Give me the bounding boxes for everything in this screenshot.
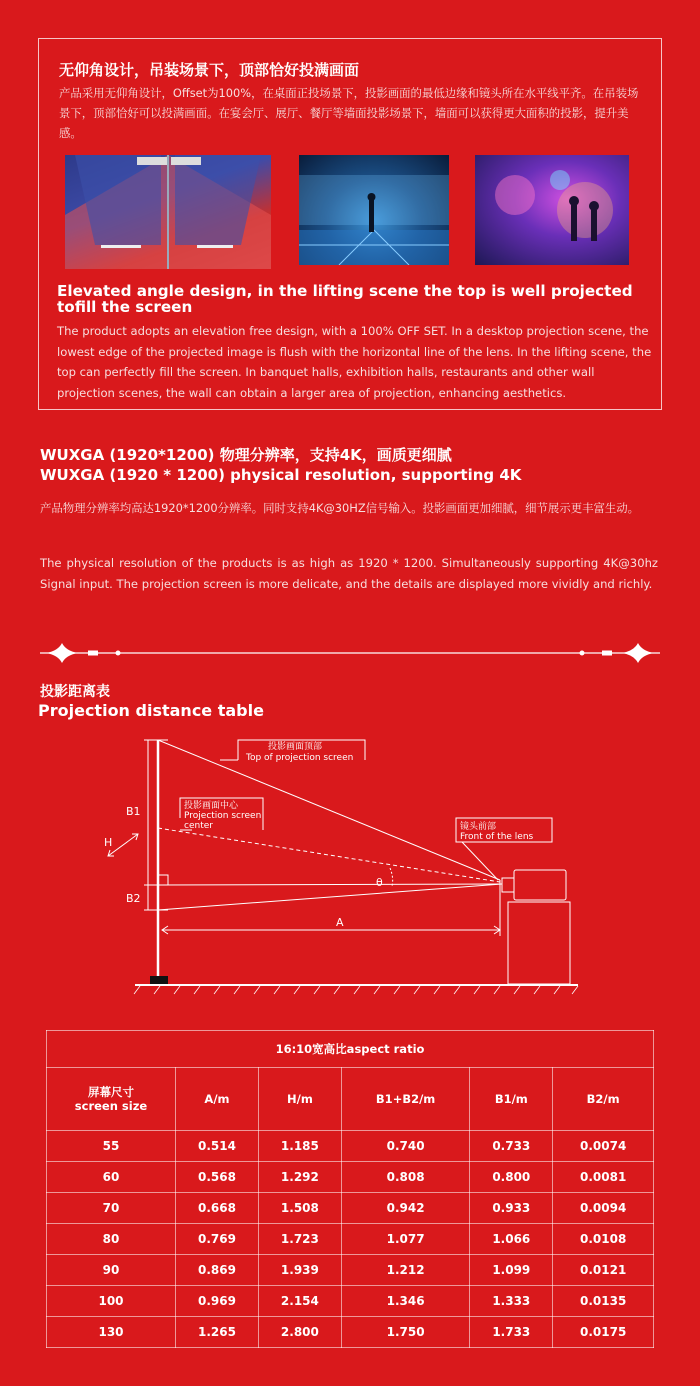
table-cell: 0.769	[176, 1224, 259, 1255]
table-cell: 1.939	[258, 1255, 341, 1286]
lens-label-cn: 镜头前部	[460, 822, 497, 832]
table-cell: 0.942	[341, 1193, 469, 1224]
table-cell: 0.0081	[553, 1162, 654, 1193]
table-cell: 1.346	[341, 1286, 469, 1317]
table-cell: 130	[47, 1317, 176, 1348]
table-cell: 0.668	[176, 1193, 259, 1224]
table-cell: 1.733	[470, 1317, 553, 1348]
table-row	[47, 1131, 654, 1162]
table-cell: 0.933	[470, 1193, 553, 1224]
header-screen-size-cn: 屏幕尺寸	[88, 1085, 134, 1099]
table-cell: 0.0135	[553, 1286, 654, 1317]
table-cell: 1.508	[258, 1193, 341, 1224]
b1-label: B1	[126, 805, 141, 818]
header-a: A/m	[176, 1068, 259, 1131]
decorative-divider	[40, 641, 660, 665]
top-label-en: Top of projection screen	[246, 753, 354, 763]
table-cell: 1.333	[470, 1286, 553, 1317]
table-cell: 0.808	[341, 1162, 469, 1193]
header-screen-size	[47, 1068, 176, 1131]
projection-diagram	[90, 730, 590, 1000]
table-cell: 0.0074	[553, 1131, 654, 1162]
table-cell: 0.0108	[553, 1224, 654, 1255]
lens-label-en: Front of the lens	[460, 832, 534, 842]
table-cell: 0.733	[470, 1131, 553, 1162]
distance-table	[46, 1030, 654, 1348]
table-cell: 2.800	[258, 1317, 341, 1348]
offset-feature-panel	[38, 38, 662, 410]
offset-title-cn: 无仰角设计，吊装场景下，顶部恰好投满画面	[59, 61, 360, 79]
table-cell: 0.869	[176, 1255, 259, 1286]
table-cell: 60	[47, 1162, 176, 1193]
theta-label: θ	[376, 876, 383, 889]
table-cell: 100	[47, 1286, 176, 1317]
table-row	[47, 1317, 654, 1348]
h-label: H	[104, 836, 113, 849]
table-cell: 90	[47, 1255, 176, 1286]
b2-label: B2	[126, 892, 141, 905]
table-cell: 55	[47, 1131, 176, 1162]
table-cell: 1.750	[341, 1317, 469, 1348]
table-cell: 0.0121	[553, 1255, 654, 1286]
header-screen-size-en: screen size	[74, 1099, 148, 1113]
comparison-photo	[65, 155, 271, 269]
table-header-row	[47, 1068, 654, 1131]
scene-photos	[65, 155, 635, 271]
table-row	[47, 1255, 654, 1286]
table-cell: 1.066	[470, 1224, 553, 1255]
table-cell: 0.568	[176, 1162, 259, 1193]
resolution-description-en: The physical resolution of the products is as high as 1920 * 1200. Simultaneously supporting 4K@30hz Signal input. The projection screen is more delicate, and the details are displayed more vividly and richly.	[40, 556, 658, 591]
top-label-cn: 投影画面顶部	[268, 742, 323, 752]
table-row	[47, 1193, 654, 1224]
table-cell: 1.077	[341, 1224, 469, 1255]
table-cell: 1.185	[258, 1131, 341, 1162]
center-label-en2: center	[184, 821, 213, 831]
restaurant-wall-graphic	[475, 155, 629, 265]
offset-description-en: The product adopts an elevation free design, with a 100% OFF SET. In a desktop projection scene, the lowest edge of the projected image is flush with the horizontal line of the lens. In the lifting scene, the top can perfectly fill the screen. In banquet halls, exhibition halls, restaurants and other wall projection scenes, the wall can obtain a larger area of projection, enhancing aesthetics.	[57, 324, 652, 400]
header-b2: B2/m	[553, 1068, 654, 1131]
center-label-cn: 投影画面中心	[184, 801, 239, 811]
resolution-title-en: WUXGA (1920 * 1200) physical resolution, supporting 4K	[40, 466, 522, 484]
distance-title-en: Projection distance table	[38, 701, 264, 720]
table-cell: 0.514	[176, 1131, 259, 1162]
distance-title-cn: 投影距离表	[40, 684, 110, 700]
table-cell: 0.969	[176, 1286, 259, 1317]
table-cell: 0.740	[341, 1131, 469, 1162]
table-cell: 80	[47, 1224, 176, 1255]
resolution-description-cn: 产品物理分辨率均高达1920*1200分辨率。同时支持4K@30HZ信号输入。投影画面更加细腻，细节展示更丰富生动。	[40, 501, 640, 515]
resolution-title-cn: WUXGA (1920*1200) 物理分辨率，支持4K，画质更细腻	[40, 446, 452, 464]
restaurant-wall-photo	[475, 155, 629, 265]
center-label-en1: Projection screen	[184, 811, 262, 821]
table-cell: 1.265	[176, 1317, 259, 1348]
table-cell: 1.292	[258, 1162, 341, 1193]
table-cell: 0.800	[470, 1162, 553, 1193]
table-cell: 1.099	[470, 1255, 553, 1286]
table-cell: 2.154	[258, 1286, 341, 1317]
exhibition-hall-photo	[299, 155, 449, 265]
offset-description-cn: 产品采用无仰角设计，Offset为100%，在桌面正投场景下，投影画面的最低边缘和镜头所在水平线平齐。在吊装场景下，顶部恰好可以投满画面。在宴会厅、展厅、餐厅等墙面投影场景下，墙面可以获得更大面积的投影，提升美感。	[59, 86, 639, 140]
comparison-photo-graphic	[65, 155, 271, 269]
exhibition-hall-graphic	[299, 155, 449, 265]
offset-title-en: Elevated angle design, in the lifting scene the top is well projected tofill the screen	[57, 282, 633, 316]
header-b1b2: B1+B2/m	[341, 1068, 469, 1131]
header-b1: B1/m	[470, 1068, 553, 1131]
table-cell: 0.0175	[553, 1317, 654, 1348]
a-label: A	[336, 916, 344, 929]
table-cell: 70	[47, 1193, 176, 1224]
table-row	[47, 1224, 654, 1255]
table-cell: 1.723	[258, 1224, 341, 1255]
table-cell: 0.0094	[553, 1193, 654, 1224]
table-caption: 16:10宽高比aspect ratio	[47, 1031, 654, 1068]
table-row	[47, 1286, 654, 1317]
header-h: H/m	[258, 1068, 341, 1131]
table-row	[47, 1162, 654, 1193]
table-cell: 1.212	[341, 1255, 469, 1286]
